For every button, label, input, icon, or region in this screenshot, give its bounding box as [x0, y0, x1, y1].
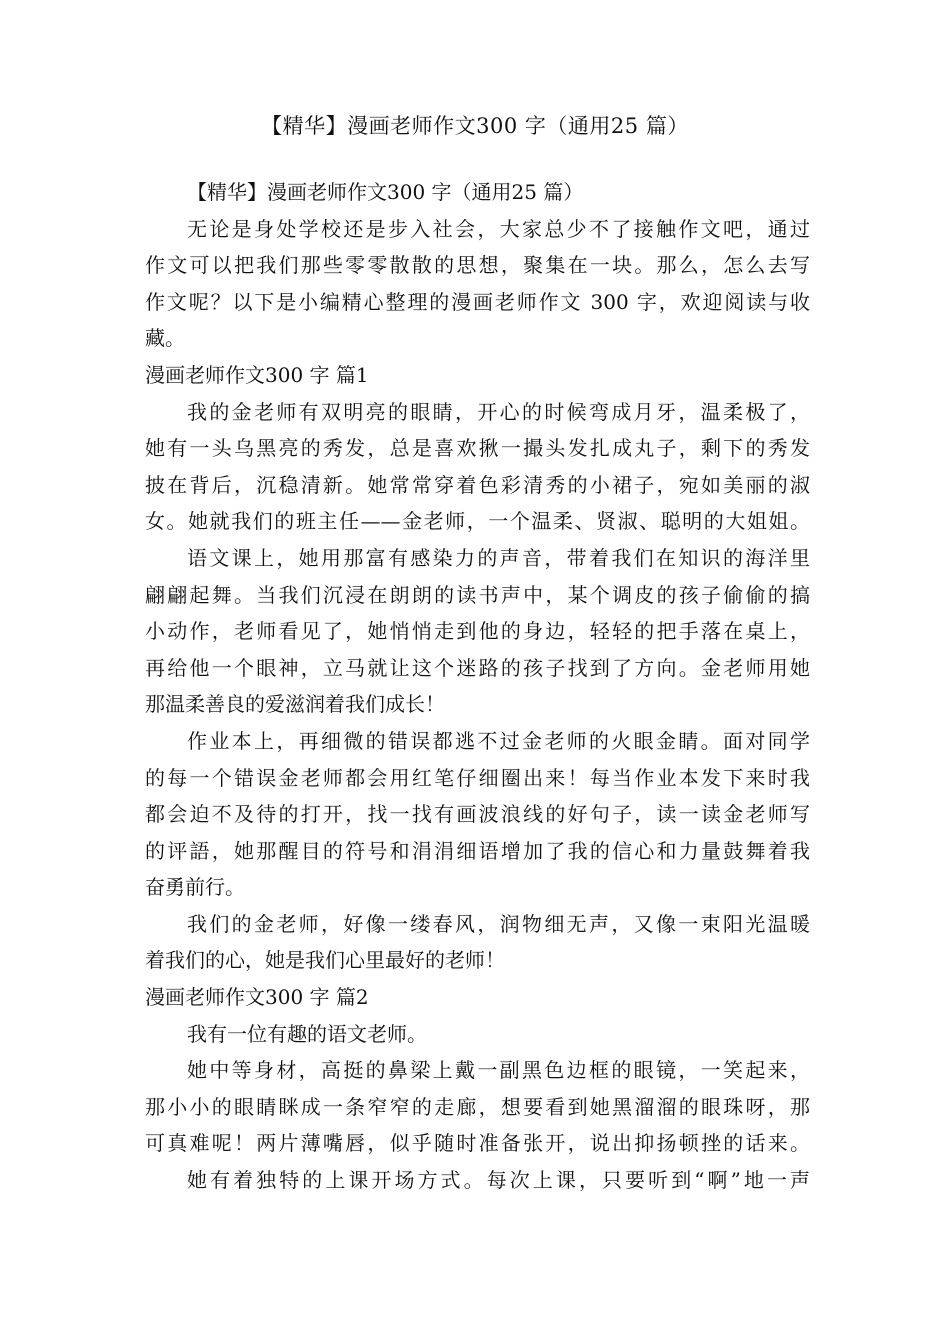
- paragraph-line: 那小小的眼睛眯成一条窄窄的走廊，想要看到她黑溜溜的眼珠呀，那: [145, 1094, 810, 1119]
- paragraph-line: 她中等身材，高挺的鼻梁上戴一副黑色边框的眼镜，一笑起来，: [187, 1058, 810, 1083]
- document-body: [145, 174, 810, 1199]
- paragraph-line: 作文呢？以下是小编精心整理的漫画老师作文 300 字，欢迎阅读与收: [145, 289, 810, 314]
- paragraph-line: 我有一位有趣的语文老师。: [187, 1021, 427, 1046]
- paragraph-line: 女。她就我们的班主任——金老师，一个温柔、贤淑、聪明的大姐姐。: [145, 509, 810, 534]
- paragraph-line: 作文可以把我们那些零零散散的思想，聚集在一块。那么，怎么去写: [145, 253, 810, 278]
- paragraph-line: 可真难呢！两片薄嘴唇，似乎随时准备张开，说出抑扬顿挫的话来。: [145, 1131, 810, 1156]
- paragraph-line: 我的金老师有双明亮的眼睛，开心的时候弯成月牙，温柔极了，: [187, 399, 810, 424]
- section-heading: 漫画老师作文300 字 篇2: [145, 985, 369, 1010]
- paragraph-line: 那温柔善良的爱滋润着我们成长！: [145, 692, 445, 717]
- paragraph-line: 的评語，她那醒目的符号和涓涓细语增加了我的信心和力量鼓舞着我: [145, 838, 810, 863]
- paragraph-line: 翩翩起舞。当我们沉浸在朗朗的读书声中，某个调皮的孩子偷偷的搞: [145, 582, 810, 607]
- paragraph-line: 着我们的心，她是我们心里最好的老师！: [145, 948, 505, 973]
- paragraph-line: 我们的金老师，好像一缕春风，润物细无声，又像一束阳光温暖: [187, 911, 810, 936]
- paragraph-line: 奋勇前行。: [145, 875, 245, 900]
- paragraph-line: 她有一头乌黑亮的秀发，总是喜欢揪一撮头发扎成丸子，剩下的秀发: [145, 436, 810, 461]
- paragraph-line: 藏。: [145, 326, 185, 351]
- paragraph-line: 她有着独特的上课开场方式。每次上课，只要听到“啊”地一声: [187, 1168, 810, 1193]
- paragraph-line: 都会迫不及待的打开，找一找有画波浪线的好句子，读一读金老师写: [145, 802, 810, 827]
- paragraph-line: 【精华】漫画老师作文300 字（通用25 篇）: [187, 180, 584, 204]
- section-heading: 漫画老师作文300 字 篇1: [145, 362, 369, 387]
- paragraph-line: 小动作，老师看见了，她悄悄走到他的身边，轻轻的把手落在桌上，: [145, 619, 810, 644]
- paragraph-line: 无论是身处学校还是步入社会，大家总少不了接触作文吧，通过: [187, 216, 810, 241]
- paragraph-line: 披在背后，沉稳清新。她常常穿着色彩清秀的小裙子，宛如美丽的淑: [145, 472, 810, 497]
- paragraph-line: 的每一个错误金老师都会用红笔仔细圈出来！每当作业本发下来时我: [145, 765, 810, 790]
- paragraph-line: 语文课上，她用那富有感染力的声音，带着我们在知识的海洋里: [187, 545, 810, 570]
- paragraph-line: 作业本上，再细微的错误都逃不过金老师的火眼金睛。面对同学: [187, 728, 810, 753]
- paragraph-line: 再给他一个眼神，立马就让这个迷路的孩子找到了方向。金老师用她: [145, 655, 810, 680]
- document-title: 【精华】漫画老师作文300 字（通用25 篇）: [261, 114, 689, 138]
